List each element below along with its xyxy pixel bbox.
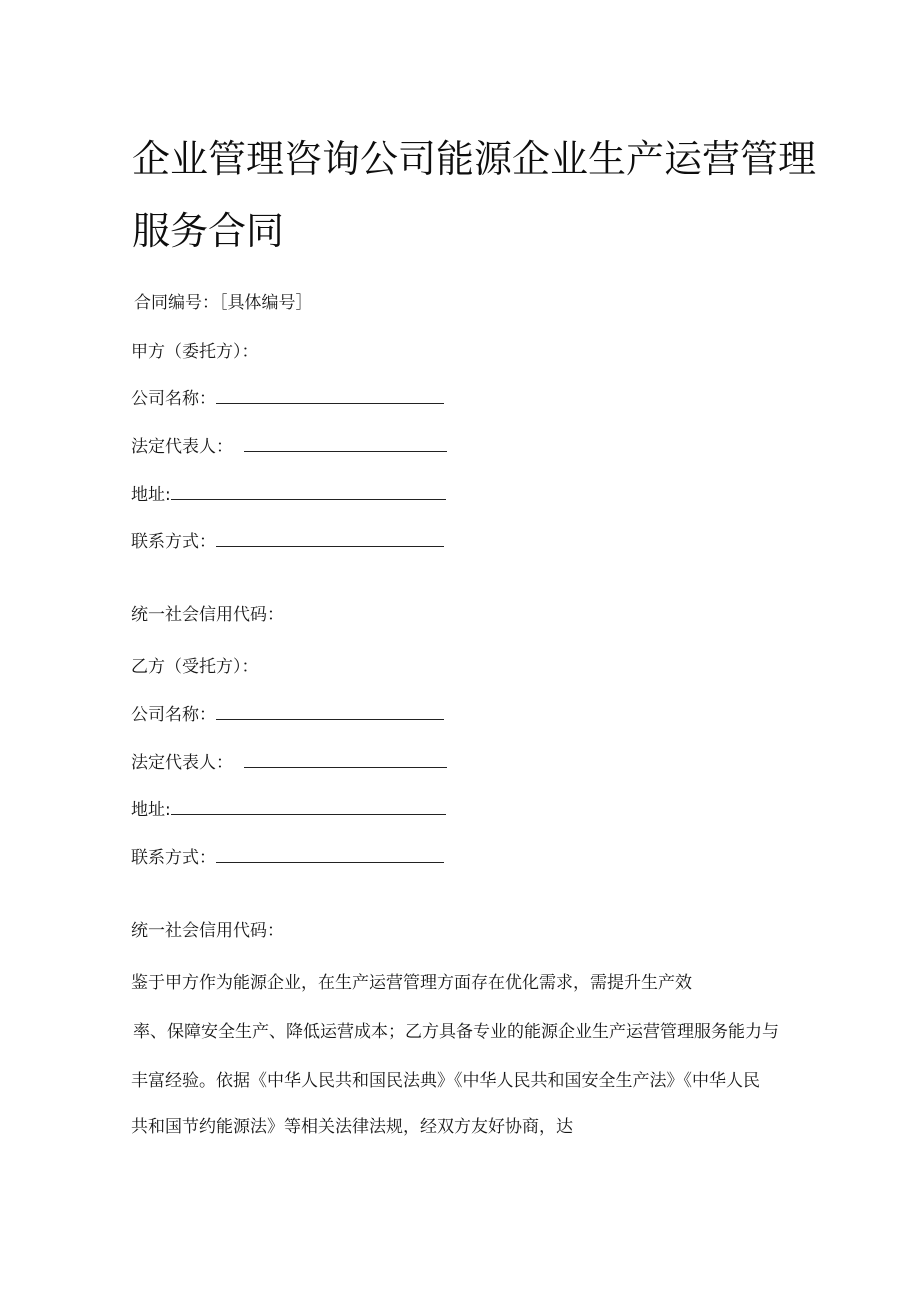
party-b-legal-rep-label: 法定代表人： xyxy=(131,753,233,773)
party-a-address-blank xyxy=(171,481,446,500)
document-title-line-2: 服务合同 xyxy=(132,209,285,253)
party-b-contact-row xyxy=(131,843,444,868)
party-b-heading: 乙方（受托方）： xyxy=(131,657,259,677)
document-title-line-1: 企业管理咨询公司能源企业生产运营管理 xyxy=(132,137,817,181)
recital-line-2: 率、保障安全生产、降低运营成本；乙方具备专业的能源企业生产运营管理服务能力与 xyxy=(133,1022,779,1042)
recital-line-3: 丰富经验。依据《中华人民共和国民法典》《中华人民共和国安全生产法》《中华人民 xyxy=(131,1071,760,1091)
party-b-company-blank xyxy=(216,701,444,720)
contract-number: 合同编号：［具体编号］ xyxy=(134,293,313,313)
party-a-address-row xyxy=(131,480,446,505)
recital-line-1: 鉴于甲方作为能源企业，在生产运营管理方面存在优化需求，需提升生产效 xyxy=(131,973,692,993)
party-b-address-blank xyxy=(171,796,446,815)
party-b-contact-blank xyxy=(216,844,444,863)
party-b-company-label: 公司名称： xyxy=(131,705,216,725)
party-a-company-label: 公司名称： xyxy=(131,389,216,409)
party-b-credit-code: 统一社会信用代码： xyxy=(131,921,284,941)
party-a-legal-rep-blank xyxy=(244,433,447,452)
party-a-credit-code: 统一社会信用代码： xyxy=(131,605,284,625)
party-b-address-label: 地址: xyxy=(131,800,171,820)
party-b-legal-rep-row xyxy=(131,748,447,773)
party-a-address-label: 地址: xyxy=(131,485,171,505)
party-a-legal-rep-row xyxy=(131,432,447,457)
recital-line-4: 共和国节约能源法》等相关法律法规，经双方友好协商，达 xyxy=(131,1117,573,1137)
party-a-company-row xyxy=(131,384,444,409)
party-b-address-row xyxy=(131,795,446,820)
party-b-company-row xyxy=(131,700,444,725)
party-a-contact-blank xyxy=(216,528,444,547)
party-a-contact-label: 联系方式： xyxy=(131,532,216,552)
party-a-contact-row xyxy=(131,527,444,552)
party-b-contact-label: 联系方式： xyxy=(131,848,216,868)
party-a-company-blank xyxy=(216,385,444,404)
party-b-legal-rep-blank xyxy=(244,749,447,768)
party-a-heading: 甲方（委托方）： xyxy=(131,342,259,362)
party-a-legal-rep-label: 法定代表人： xyxy=(131,437,233,457)
